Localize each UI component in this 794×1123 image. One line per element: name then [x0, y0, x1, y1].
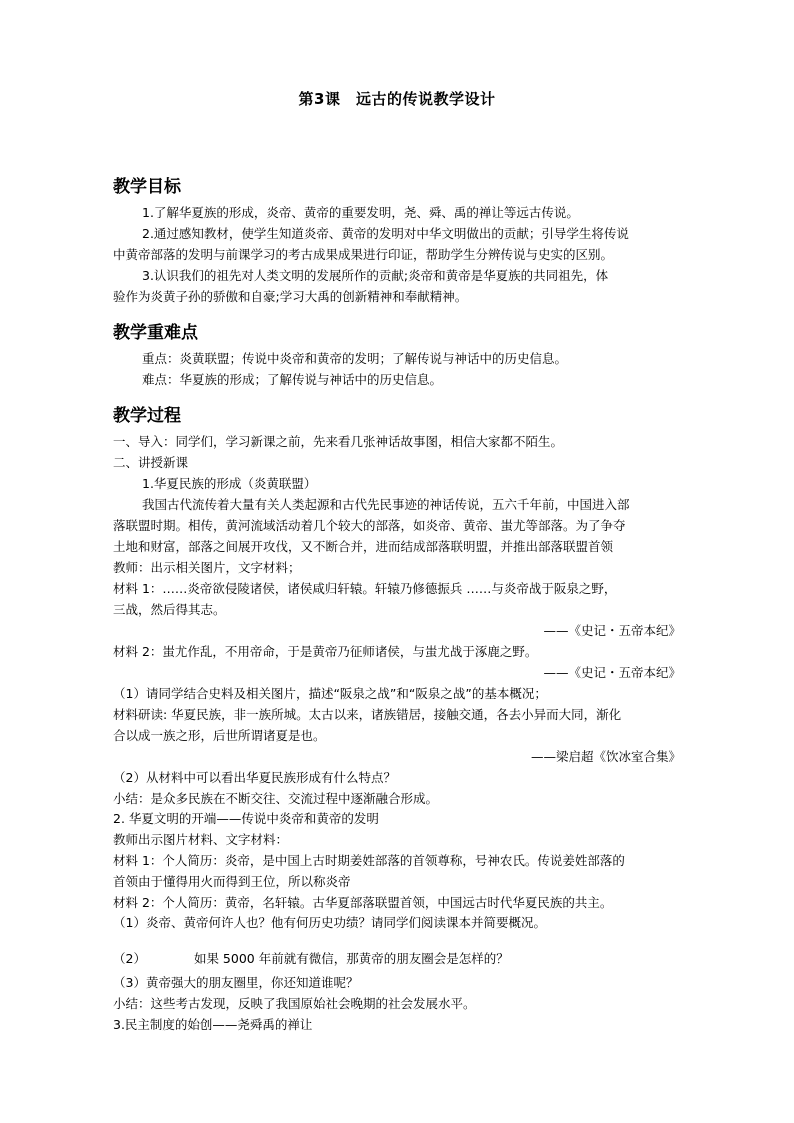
process-new-lesson: 二、讲授新课: [113, 455, 189, 470]
paragraph-line: 土地和财富，部落之间展开攻伐，又不断合并，进而结成部落联明盟，并推出部落联盟首领: [113, 539, 614, 554]
objective-1: 1.了解华夏族的形成，炎帝、黄帝的重要发明，尧、舜、禹的禅让等远古传说。: [142, 205, 579, 220]
subsection-1-title: 1.华夏民族的形成（炎黄联盟）: [142, 476, 317, 491]
material-huangdi: 材料 2：个人简历：黄帝，名轩辕。古华夏部落联盟首领，中国远古时代华夏民族的共主。: [113, 895, 613, 910]
material-study-line-1: 材料研读: 华夏民族，非一族所城。太古以来，诸族错居，接触交通，各去小异而大同，渐化: [113, 707, 622, 722]
summary-2: 小结：这些考古发现，反映了我国原始社会晚期的社会发展水平。: [113, 996, 476, 1011]
material-1-line-2: 三战，然后得其志。: [113, 602, 226, 617]
citation-shiji-2: ——《史记・五帝本纪》: [543, 665, 681, 680]
teacher-instruction-2: 教师出示图片材料、文字材料：: [113, 832, 289, 847]
keypoint-focus: 重点：炎黄联盟；传说中炎帝和黄帝的发明；了解传说与神话中的历史信息。: [142, 351, 568, 366]
section-heading-process: 教学过程: [113, 406, 181, 426]
summary-1: 小结：是众多民族在不断交往、交流过程中逐渐融合形成。: [113, 791, 439, 806]
subsection-2-title: 2. 华夏文明的开端——传说中炎帝和黄帝的发明: [113, 811, 379, 826]
page-title: 第3课 远古的传说教学设计: [298, 90, 496, 108]
question-4: [113, 948, 683, 969]
question-3: （1）炎帝、黄帝何许人也？他有何历史功绩？请同学们阅读课本并简要概况。: [113, 915, 546, 930]
citation-shiji-1: ——《史记・五帝本纪》: [543, 623, 681, 638]
material-2: 材料 2：蚩尤作乱，不用帝命，于是黄帝乃征师诸侯，与蚩尤战于涿鹿之野。: [113, 644, 538, 659]
question-4-number: （2）: [113, 951, 146, 966]
material-1-line-1: 材料 1：……炎帝欲侵陵诸侯，诸侯咸归轩辕。轩辕乃修德振兵 ……与炎帝战于阪泉之野，: [113, 581, 617, 596]
objective-3-line-1: 3.认识我们的祖先对人类文明的发展所作的贡献;炎帝和黄帝是华夏族的共同祖先，体: [142, 268, 609, 283]
paragraph-line: 落联盟时期。相传，黄河流域活动着几个较大的部落，如炎帝、黄帝、蚩尤等部落。为了争夺: [113, 518, 626, 533]
paragraph-line: 我国古代流传着大量有关人类起源和古代先民事迹的神话传说，五六千年前，中国进入部: [142, 497, 630, 512]
subsection-3-title: 3.民主制度的始创——尧舜禹的禅让: [113, 1017, 313, 1032]
question-2: （2）从材料中可以看出华夏民族形成有什么特点？: [113, 770, 396, 785]
objective-2-line-2: 中黄帝部落的发明与前课学习的考古成果成果进行印证，帮助学生分辨传说与史实的区别。: [113, 247, 614, 262]
keypoint-difficulty: 难点：华夏族的形成；了解传说与神话中的历史信息。: [142, 372, 443, 387]
material-yandi-line-2: 首领由于懂得用火而得到王位，所以称炎帝: [113, 874, 351, 889]
teacher-instruction: 教师：出示相关图片，文字材料；: [113, 560, 301, 575]
question-5: （3）黄帝强大的朋友圈里，你还知道谁呢？: [113, 975, 359, 990]
question-4-text: 如果 5000 年前就有微信，那黄帝的朋友圈会是怎样的？: [193, 951, 509, 966]
question-1: （1）请同学结合史料及相关图片，描述“阪泉之战”和“阪泉之战”的基本概况；: [113, 686, 547, 701]
material-yandi-line-1: 材料 1：个人简历：炎帝，是中国上古时期姜姓部落的首领尊称，号神农氏。传说姜姓部落的: [113, 853, 625, 868]
material-study-line-2: 合以成一族之形，后世所谓诸夏是也。: [113, 728, 326, 743]
objective-3-line-2: 验作为炎黄子孙的骄傲和自豪;学习大禹的创新精神和奉献精神。: [113, 289, 468, 304]
objective-2-line-1: 2.通过感知教材，使学生知道炎帝、黄帝的发明对中华文明做出的贡献；引导学生将传说: [142, 226, 629, 241]
section-heading-objectives: 教学目标: [113, 177, 181, 197]
citation-liang: ——梁启超《饮冰室合集》: [530, 749, 681, 764]
section-heading-keypoints: 教学重难点: [113, 323, 198, 343]
process-intro: 一、导入：同学们，学习新课之前，先来看几张神话故事图，相信大家都不陌生。: [113, 434, 564, 449]
